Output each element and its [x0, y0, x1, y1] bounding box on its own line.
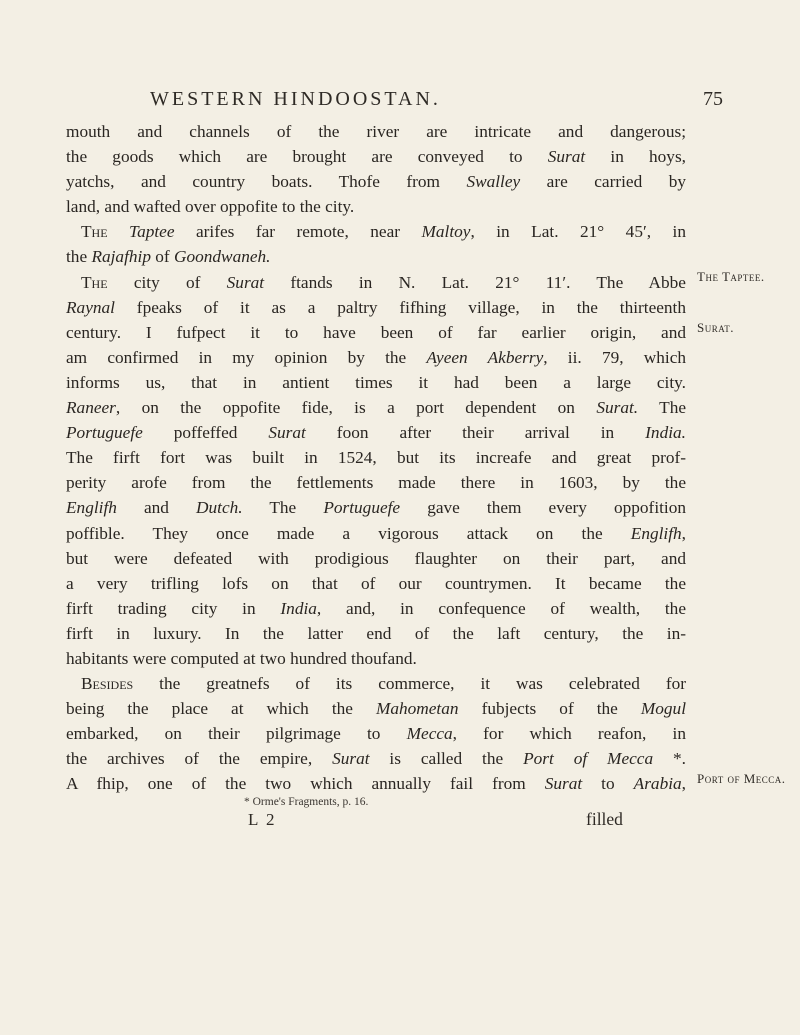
text-run: of [150, 247, 175, 267]
catchword: filled [586, 809, 623, 829]
italic-text: Mecca [406, 724, 453, 744]
italic-text: Raynal [66, 297, 115, 317]
italic-text: Portuguefe [323, 498, 401, 518]
italic-text: Mogul [640, 699, 686, 719]
italic-text: Rajafhip [91, 247, 151, 267]
text-run: , [681, 774, 686, 794]
text-run: A fhip, one of the two which annually fail from [66, 774, 545, 794]
italic-text: Surat [268, 423, 306, 443]
text-run: habitants were computed at two hundred thoufand. [66, 648, 417, 668]
text-line [66, 621, 686, 646]
italic-text: Surat [226, 272, 265, 292]
text-line [66, 144, 686, 169]
text-line [66, 244, 686, 269]
text-run: , for which reafon, in [452, 724, 686, 744]
text-line [66, 345, 686, 370]
text-run: and [116, 498, 197, 518]
text-line [66, 445, 686, 470]
text-run: embarked, on their pilgrimage to [66, 724, 407, 744]
text-line [66, 320, 686, 345]
italic-text: Maltoy [421, 222, 471, 242]
text-run: foon after their arrival in [305, 423, 646, 443]
italic-text: Port of Mecca [523, 749, 654, 769]
text-run: the [66, 247, 92, 267]
italic-text: India. [645, 423, 686, 443]
text-line [66, 370, 686, 395]
text-run: yatchs, and country boats. Thofe from [66, 172, 467, 192]
text-line [66, 219, 686, 244]
running-head: WESTERN HINDOOSTAN. [150, 88, 441, 110]
text-line [66, 470, 686, 495]
italic-text: Mahometan [375, 699, 459, 719]
page-number: 75 [703, 88, 723, 110]
text-run: , on the oppofite fide, is a port dependent on [115, 398, 597, 418]
text-run: land, and wafted over oppofite to the city. [66, 197, 355, 217]
text-run: , and, in confequence of wealth, the [316, 598, 686, 618]
text-run: being the place at which the [66, 699, 376, 719]
text-run: but were defeated with prodigious flaughter on their part, and [66, 548, 686, 568]
body-text [66, 119, 686, 797]
text-line [66, 119, 686, 144]
text-run: in hoys, [585, 147, 686, 167]
text-run: perity arofe from the fettlements made there in 1603, by the [66, 473, 686, 493]
text-run: century. I fufpect it to have been of far earlier origin, and [66, 322, 686, 342]
text-run: the greatnefs of its commerce, it was celebrated for [133, 674, 686, 694]
italic-text: Surat [544, 774, 583, 794]
small-caps-text: Besides [81, 674, 134, 694]
text-line [66, 646, 686, 671]
text-run: fubjects of the [458, 699, 641, 719]
text-run: , in Lat. 21° 45′, in [470, 222, 686, 242]
text-run: firft in luxury. In the latter end of the laft century, the in- [66, 623, 686, 643]
text-line [66, 270, 686, 295]
text-run [108, 222, 129, 241]
text-run: firft trading city in [66, 598, 281, 618]
italic-text: Englifh [66, 498, 117, 518]
small-caps-text: The [81, 222, 108, 242]
text-line [66, 194, 686, 219]
text-line [66, 395, 686, 420]
text-line [66, 546, 686, 571]
text-line [66, 596, 686, 621]
text-run: mouth and channels of the river are intricate and dangerous; [66, 122, 686, 141]
text-run: am confirmed in my opinion by the [66, 347, 427, 367]
italic-text: Surat [332, 749, 370, 769]
text-run: fpeaks of it as a paltry fifhing village, in the thirteenth [114, 297, 686, 317]
text-run: poffible. They once made a vigorous attack on the [66, 523, 631, 543]
italic-text: Surat [547, 147, 586, 167]
text-line [66, 420, 686, 445]
italic-text: Goondwaneh. [174, 247, 271, 267]
text-line [66, 771, 686, 796]
italic-text: Arabia [633, 774, 682, 794]
italic-text: Swalley [466, 172, 521, 192]
italic-text: Ayeen Akberry [426, 347, 544, 367]
text-run: the goods which are brought are conveyed to [66, 147, 548, 167]
margin-note-taptee: The Taptee. [697, 269, 765, 284]
signature-mark: L 2 [248, 810, 277, 829]
text-run: to [582, 774, 634, 794]
text-run: The [242, 498, 324, 518]
text-line [66, 295, 686, 320]
italic-text: Englifh [630, 523, 682, 543]
text-run: , [681, 523, 686, 543]
text-run: *. [653, 749, 686, 769]
italic-text: Raneer [66, 398, 116, 418]
text-line [66, 521, 686, 546]
text-run: The [638, 398, 687, 418]
text-line [66, 495, 686, 520]
italic-text: Taptee [129, 222, 175, 242]
text-line [66, 671, 686, 696]
text-line [66, 169, 686, 194]
text-run: informs us, that in antient times it had been a large city. [66, 372, 686, 392]
text-line [66, 571, 686, 596]
text-run: , ii. 79, which [543, 347, 686, 367]
small-caps-text: The [81, 272, 108, 292]
text-run: the archives of the empire, [66, 749, 333, 769]
text-run: The firft fort was built in 1524, but its increafe and great prof- [66, 448, 686, 468]
margin-note-port-of-mecca: Port of Mecca. [697, 771, 786, 786]
text-run: gave them every oppofition [400, 498, 687, 518]
italic-text: India [280, 598, 317, 618]
text-line [66, 696, 686, 721]
text-line [66, 721, 686, 746]
text-run: city of [107, 272, 227, 292]
text-line [66, 746, 686, 771]
text-run: arifes far remote, near [174, 222, 422, 242]
italic-text: Surat. [596, 398, 639, 418]
text-run: poffeffed [142, 423, 269, 443]
text-run: ftands in N. Lat. 21° 11′. The Abbe [264, 272, 686, 292]
text-run: a very trifling lofs on that of our countrymen. It became the [66, 573, 686, 593]
text-run: is called the [369, 749, 524, 769]
italic-text: Dutch. [196, 498, 243, 518]
margin-note-surat: Surat. [697, 320, 734, 335]
italic-text: Portuguefe [66, 423, 143, 443]
footnote: * Orme's Fragments, p. 16. [244, 796, 369, 808]
text-run: are carried by [520, 172, 686, 192]
